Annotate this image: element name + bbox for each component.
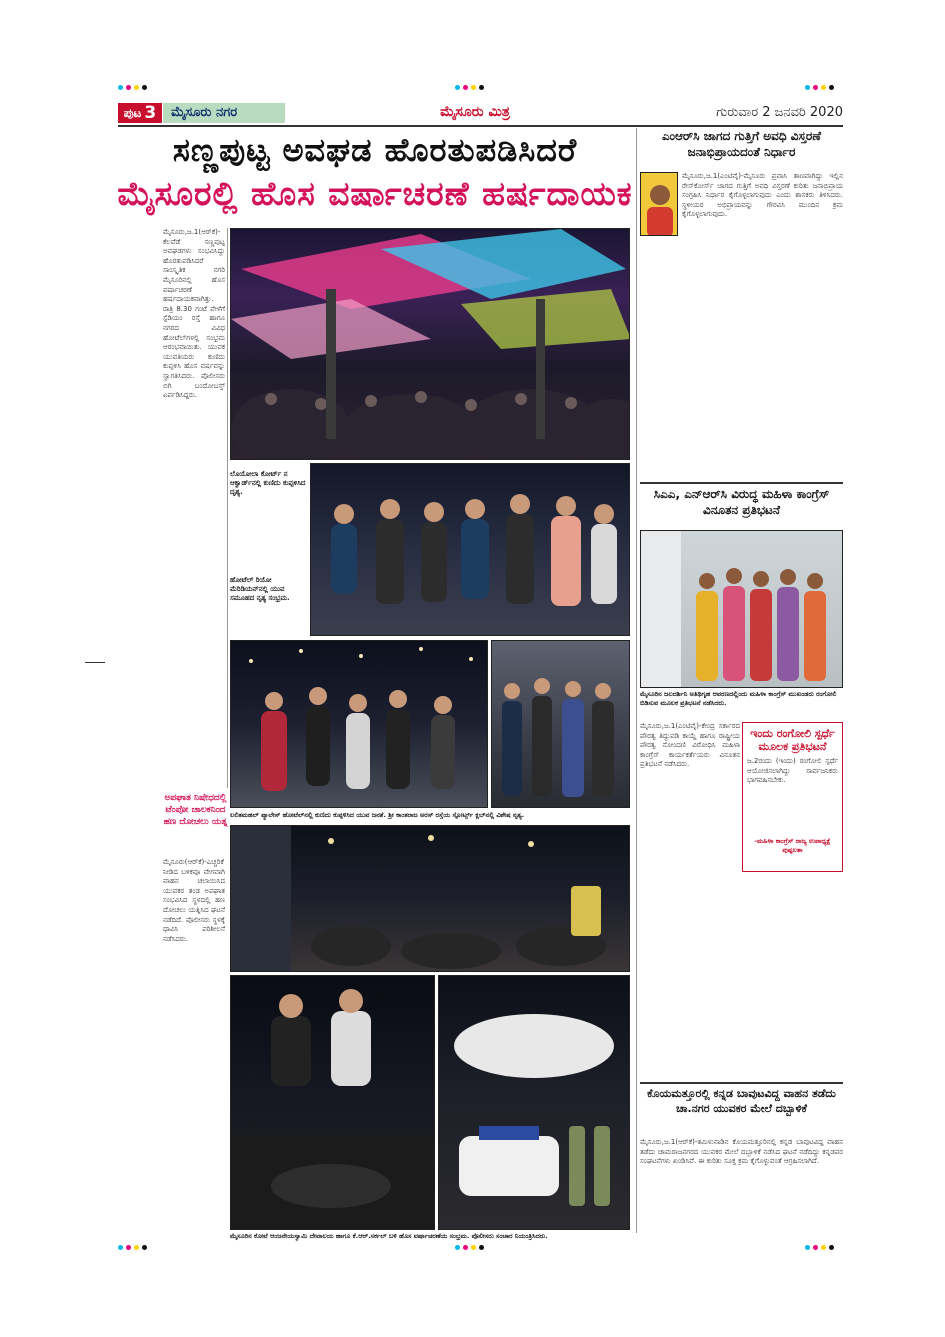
headline-secondary: ಮೈಸೂರಲ್ಲಿ ಹೊಸ ವರ್ಷಾಚರಣೆ ಹರ್ಷದಾಯಕ xyxy=(117,174,633,213)
rangoli-info-box xyxy=(742,722,843,872)
police-car-photo xyxy=(438,975,630,1230)
headline-primary: ಸಣ್ಣಪುಟ್ಟ ಅವಘಡ ಹೊರತುಪಡಿಸಿದರೆ xyxy=(172,131,578,169)
registration-dot xyxy=(463,85,468,90)
dancers-graphic xyxy=(311,464,630,636)
mla-portrait xyxy=(640,172,678,236)
registration-dot xyxy=(118,1245,123,1250)
registration-dot xyxy=(805,1245,810,1250)
page-number: 3 xyxy=(144,103,157,123)
crop-mark xyxy=(85,662,105,663)
portrait-graphic xyxy=(641,173,678,236)
party-photo-sportsclub xyxy=(491,640,630,808)
page-number-badge xyxy=(118,103,162,123)
photo-caption-dance: ಲೊಯೋಲಾ ಕೋರ್ಟ್ ನ ಆಕ್ವಾರ್ಡ್‌ನಲ್ಲಿ ಕುಣಿದು ಕುಪ್ಪಳಿಸಿದ ದೃಶ್ಯ. xyxy=(230,470,306,534)
night-car-photo xyxy=(230,975,435,1230)
article-column-1: ಮೈಸೂರು,ಜ.1(ಆರ್‌ಕೆ)-ಕೆಲವೆಡೆ ಸಣ್ಣಪುಟ್ಟ ಅವಘಡಗಳು ಸಂಭವಿಸಿದ್ದು ಹೊರತುಪಡಿಸಿದರೆ ಸಾಂಸ್ಕೃತಿಕ ನಗರಿ ಮೈಸೂರಿನಲ್ಲಿ ಹೊಸ ವರ್ಷಾಚರಣೆ ಹರ್ಷದಾಯಕವಾಗಿತ್ತು. ರಾತ್ರಿ 8.30 ಗಂಟೆ ವೇಳೆಗೆ ಸ್ಟೆಡಿಯಂ ರಸ್ತೆ ಹಾಗೂ ನಗರದ ವಿವಿಧ ಹೋಟೆಲ್‌ಗಳಲ್ಲಿ ಸಂಭ್ರಮ ಆರಂಭವಾಯಿತು. ಯುವಕ ಯುವತಿಯರು ಕುಣಿದು ಕುಪ್ಪಳಿಸಿ ಹೊಸ ವರ್ಷವನ್ನು ಸ್ವಾಗತಿಸಿದರು. ಪೊಲೀಸರು ಬಿಗಿ ಬಂದೋಬಸ್ತ್ ಏರ್ಪಡಿಸಿದ್ದರು. xyxy=(163,228,225,400)
registration-dot xyxy=(479,85,484,90)
right-article-caa: ಮೈಸೂರು,ಜ.1(ಎಂಟಿವೈ)-ಕೇಂದ್ರ ಸರ್ಕಾರದ ಪೌರತ್ವ ತಿದ್ದುಪಡಿ ಕಾಯ್ದೆ ಹಾಗೂ ರಾಷ್ಟ್ರೀಯ ಪೌರತ್ವ ನೋಂದಣಿ ವಿರೋಧಿಸಿ ಮಹಿಳಾ ಕಾಂಗ್ರೆಸ್ ಕಾರ್ಯಕರ್ತೆಯರು ವಿನೂತನ ಪ್ರತಿಭಟನೆ ನಡೆಸಿದರು. xyxy=(640,722,740,769)
right-article-coimbatore: ಮೈಸೂರು,ಜ.1(ಆರ್‌ಕೆ)-ತಮಿಳುನಾಡಿನ ಕೊಯಮತ್ತೂರಿನಲ್ಲಿ ಕನ್ನಡ ಬಾವುಟವಿದ್ದ ವಾಹನ ತಡೆದು ಚಾಮರಾಜನಗರದ ಯುವಕರ ಮೇಲೆ ದಬ್ಬಾಳಿಕೆ ನಡೆಸಿದ ಘಟನೆ ನಡೆದಿದ್ದು ಕನ್ನಡಪರ ಸಂಘಟನೆಗಳು ಖಂಡಿಸಿವೆ. ಈ ಕುರಿತು ಸೂಕ್ತ ಕ್ರಮ ಕೈಗೊಳ್ಳುವಂತೆ ಆಗ್ರಹಿಸಲಾಗಿದೆ. xyxy=(640,1138,843,1166)
registration-dot xyxy=(126,1245,131,1250)
rangoli-box-title: ಇಂದು ರಂಗೋಲಿ ಸ್ಪರ್ಧೆ ಮೂಲಕ ಪ್ರತಿಭಟನೆ xyxy=(750,727,835,753)
car-crowd-graphic xyxy=(231,976,435,1230)
registration-dot xyxy=(142,1245,147,1250)
registration-dot xyxy=(829,1245,834,1250)
page-label: ಪುಟ xyxy=(123,105,142,120)
rangoli-box-text: ಜ.2ರಂದು (ಇಂದು) ರಂಗೋಲಿ ಸ್ಪರ್ಧೆ ಆಯೋಜಿಸಲಾಗಿದ್ದು ಸಾರ್ವಜನಿಕರು ಭಾಗವಹಿಸಬೇಕು. xyxy=(747,757,838,785)
masthead-logo: ಮೈಸೂರು ಮಿತ್ರ xyxy=(440,104,510,120)
photo-caption-bottom: ಮೈಸೂರಿನ ಕೋಟೆ ಆಂಜನೇಯಸ್ವಾಮಿ ದೇವಾಲಯ ಹಾಗೂ ಕೆ.ಆರ್.ಸರ್ಕಲ್ ಬಳಿ ಹೊಸ ವರ್ಷಾಚರಣೆಯ ಸಂಭ್ರಮ. ಪೊಲೀಸರು ಸಂಚಾರ ನಿಯಂತ್ರಿಸಿದರು. xyxy=(230,1232,548,1240)
crowd-graphic xyxy=(231,641,488,808)
article-column-2: ಮೈಸೂರು(ಆರ್‌ಕೆ)-ಎಚ್ಚರಿಕೆ ನೀಡಿದ ಬಳಿಕವೂ ವೇಗವಾಗಿ ವಾಹನ ಚಲಾಯಿಸಿದ ಯುವಕರ ತಂಡ ಅಪಘಾತ ಸಂಭವಿಸಿದ ಸ್ಥಳದಲ್ಲಿ ಹಣ ದೋಚಲು ಯತ್ನಿಸಿದ ಘಟನೆ ನಡೆದಿದೆ. ಪೊಲೀಸರು ಸ್ಥಳಕ್ಕೆ ಧಾವಿಸಿ ಪರಿಶೀಲನೆ ನಡೆಸಿದರು. xyxy=(163,858,225,943)
registration-dot xyxy=(805,85,810,90)
protest-photo-caption: ಮೈಸೂರಿನ ಜಲದರ್ಶಿನಿ ಅತಿಥಿಗೃಹ ಆವರಣದಲ್ಲಿಂದು ಮಹಿಳಾ ಕಾಂಗ್ರೆಸ್ ಮುಖಂಡರು ರಂಗೋಲಿ ಬಿಡಿಸುವ ಮೂಲಕ ಪ್ರತಿಭಟನೆ ನಡೆಸಿದರು. xyxy=(640,690,837,707)
night-street-photo xyxy=(230,825,630,972)
section-title: ಮೈಸೂರು ನಗರ xyxy=(163,103,285,123)
registration-dot xyxy=(455,85,460,90)
protest-photo xyxy=(640,530,843,688)
rangoli-box-signature: -ಮಹಿಳಾ ಕಾಂಗ್ರೆಸ್ ರಾಜ್ಯ ಉಪಾಧ್ಯಕ್ಷೆ ಪುಷ್ಪಲತಾ xyxy=(754,837,831,854)
sportsclub-graphic xyxy=(492,641,630,808)
police-car-graphic xyxy=(439,976,630,1230)
photo-caption-hotel: ಹೋಟೆಲ್ ರಿಯೋ ಮೆರಿಡಿಯನ್‌ನಲ್ಲಿ ಯುವ ಸಮೂಹದ ನೃತ್ಯ ಸಂಭ್ರಮ. xyxy=(230,576,306,618)
registration-dot xyxy=(829,85,834,90)
registration-dot xyxy=(134,1245,139,1250)
column-divider-right xyxy=(636,128,637,1233)
canopy-lights-graphic xyxy=(231,229,630,460)
right-rule-2 xyxy=(640,1082,843,1084)
registration-dot xyxy=(821,1245,826,1250)
registration-dot xyxy=(471,85,476,90)
party-photo-main xyxy=(230,228,630,460)
protest-graphic xyxy=(641,531,843,688)
right-article-mrc: ಮೈಸೂರು,ಜ.1(ಎಂಟಿವೈ)-ಮೈಸೂರು ಪ್ರವಾಸಿ ತಾಣವಾಗಿದ್ದು ಇಲ್ಲಿನ ರೇಸ್‌ಕೋರ್ಸ್ ಜಾಗದ ಗುತ್ತಿಗೆ ಅವಧಿ ವಿಸ್ತರಣೆ ಕುರಿತು ಜನಾಭಿಪ್ರಾಯ ಸಂಗ್ರಹಿಸಿ ನಿರ್ಧಾರ ಕೈಗೊಳ್ಳಲಾಗುವುದು ಎಂದು ಶಾಸಕರು ತಿಳಿಸಿದರು. ಸ್ಥಳೀಯರ ಅಭಿಪ್ರಾಯವನ್ನು ಗೌರವಿಸಿ ಮುಂದಿನ ಕ್ರಮ ಕೈಗೊಳ್ಳಲಾಗುವುದು. xyxy=(682,172,843,219)
issue-date: ಗುರುವಾರ 2 ಜನವರಿ 2020 xyxy=(716,105,843,120)
registration-dot xyxy=(118,85,123,90)
registration-dot xyxy=(813,85,818,90)
right-headline-caa: ಸಿಎಎ, ಎನ್‌ಆರ್‌ಸಿ ವಿರುದ್ಧ ಮಹಿಳಾ ಕಾಂಗ್ರೆಸ್ ವಿನೂತನ ಪ್ರತಿಭಟನೆ xyxy=(653,487,830,517)
registration-dot xyxy=(813,1245,818,1250)
party-photo-lalithmahal xyxy=(230,640,488,808)
registration-dot xyxy=(126,85,131,90)
party-photo-dance xyxy=(310,463,630,636)
header-rule xyxy=(118,125,843,127)
right-headline-coimbatore: ಕೊಯಮತ್ತೂರಲ್ಲಿ ಕನ್ನಡ ಬಾವುಟವಿದ್ದ ವಾಹನ ತಡೆದು ಚಾ.ನಗರ ಯುವಕರ ಮೇಲೆ ದಬ್ಬಾಳಿಕೆ xyxy=(647,1087,836,1115)
photo-caption-row: ಲಲಿತಮಹಲ್ ಪ್ಯಾಲೇಸ್ ಹೋಟೆಲ್‌ನಲ್ಲಿ ಕುಣಿದು ಕುಪ್ಪಳಿಸಿದ ಯುವ ಜನತೆ. ಶ್ರೀ ಕಾಂತರಾಜ ಅರಸ್ ರಸ್ತೆಯ ಸ್ಪೋರ್ಟ್ಸ್ ಕ್ಲಬ್‌ನಲ್ಲಿ ವಿಶೇಷ ನೃತ್ಯ. xyxy=(230,811,525,819)
right-headline-mrc: ಎಂಆರ್‌ಸಿ ಜಾಗದ ಗುತ್ತಿಗೆ ಅವಧಿ ವಿಸ್ತರಣೆ ಜನಾಭಿಪ್ರಾಯದಂತೆ ನಿರ್ಧಾರ xyxy=(661,129,822,159)
street-crowd-graphic xyxy=(231,826,630,972)
subheadline-accident: ಅಪಘಾತ ನಿಷೇಧದಲ್ಲಿ ಟೆಂಪೋ ಚಾಲಕನಿಂದ ಹಣ ದೋಚಲು ಯತ್ನ xyxy=(163,793,228,827)
registration-dot xyxy=(821,85,826,90)
right-rule-1 xyxy=(640,482,843,484)
column-divider xyxy=(227,228,228,788)
registration-dot xyxy=(134,85,139,90)
registration-dot xyxy=(142,85,147,90)
